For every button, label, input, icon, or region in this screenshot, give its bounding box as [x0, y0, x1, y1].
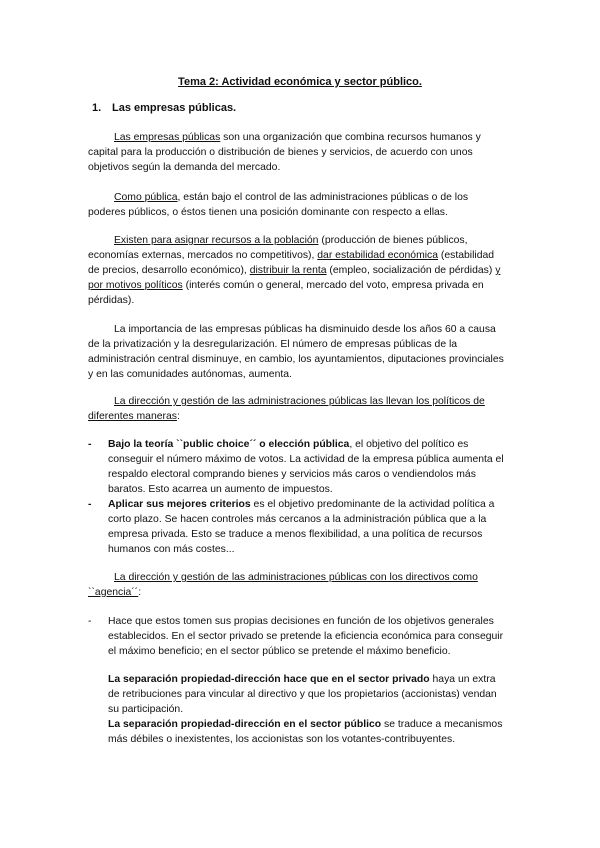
list-item: [88, 437, 508, 497]
list-item-text: es el objetivo predominante de la actividad política a corto plazo. Se hacen controles más cercanos a la administración pública que a la empresa privada. Esto se traduce a menos flexibilidad, a una política de recursos humanos con más costes...: [108, 499, 495, 555]
paragraph-text: (producción de bienes públicos, economías externas, mercados no competitivos),: [88, 235, 468, 261]
bold-term: La separación propiedad-dirección hace que en el sector privado: [108, 674, 430, 685]
paragraph-text: se traduce a mecanismos más débiles o inexistentes, los accionistas son los votantes-contribuyentes.: [108, 719, 503, 745]
underlined-heading: La dirección y gestión de las administraciones públicas con los directivos como ``agencia´´: [88, 572, 478, 598]
paragraph-purposes: [88, 233, 508, 308]
section-heading-text: Las empresas públicas.: [112, 102, 237, 114]
underlined-term: distribuir la renta: [249, 265, 327, 276]
paragraph-text: :: [138, 587, 142, 598]
paragraph-text: (interés común o general, mercado del voto, empresa privada en pérdidas).: [88, 280, 484, 306]
paragraph-importance: La importancia de las empresas públicas ha disminuido desde los años 60 a causa de la privatización y la desregularización. El número de empresas públicas de la administración central disminuye, en cambio, los ayuntamientos, diputaciones provinciales y en las comunidades autónomas, aumenta.: [88, 324, 504, 380]
paragraph-definition: [88, 130, 508, 175]
underlined-term: y por motivos políticos: [88, 265, 501, 291]
bullet-dash: -: [88, 616, 92, 627]
underlined-term: Existen para asignar recursos a la población: [114, 235, 319, 246]
document-title: Tema 2: Actividad económica y sector público.: [178, 76, 422, 88]
list-item: [88, 614, 508, 659]
bold-term: La separación propiedad-dirección en el sector público: [108, 719, 382, 730]
section-number: 1.: [92, 102, 102, 114]
underlined-term: Como pública: [114, 192, 178, 203]
bullet-dash: -: [88, 499, 92, 510]
underlined-term: Las empresas públicas: [114, 132, 221, 143]
paragraph-politicians: [88, 394, 508, 424]
paragraph-text: son una organización que combina recursos humanos y capital para la producción o distribución de bienes y servicios, de acuerdo con unos objetivos según la demanda del mercado.: [88, 132, 481, 173]
underlined-term: dar estabilidad económica: [317, 250, 439, 261]
list-item-text: Hace que estos tomen sus propias decisiones en función de los objetivos generales establecidos. En el sector privado se pretende la eficiencia económica para conseguir el máximo beneficio; en el sector público se pretende el máximo beneficio.: [108, 616, 504, 657]
paragraph-text: (estabilidad de precios, desarrollo económico),: [88, 250, 495, 276]
paragraph-text: haya un extra de retribuciones para vincular al directivo y que los propietarios (accionistas) vendan su participación.: [108, 674, 497, 715]
bold-term: Aplicar sus mejores criterios: [108, 499, 251, 510]
list-item: [88, 497, 508, 557]
separation-block: [108, 672, 508, 747]
paragraph-text: (empleo, socialización de pérdidas): [326, 265, 496, 276]
paragraph-agency: [88, 570, 508, 600]
list-item-text: , el objetivo del político es conseguir el número máximo de votos. La actividad de la empresa pública aumenta el respaldo electoral comprando bienes y servicios más caros o vendiendolos más baratos. Esto acarrea un aumento de impuestos.: [108, 439, 504, 495]
paragraph-public: [88, 190, 508, 220]
bold-term: Bajo la teoría ``public choice´´ o elección pública: [108, 439, 350, 450]
bullet-dash: -: [88, 439, 92, 450]
paragraph-text: , están bajo el control de las administraciones públicas o de los poderes públicos, o éstos tienen una posición dominante con respecto a ellas.: [88, 192, 469, 218]
section-heading: [92, 102, 236, 114]
underlined-heading: La dirección y gestión de las administraciones públicas las llevan los políticos de diferentes maneras: [88, 396, 485, 422]
paragraph-text: :: [176, 411, 180, 422]
